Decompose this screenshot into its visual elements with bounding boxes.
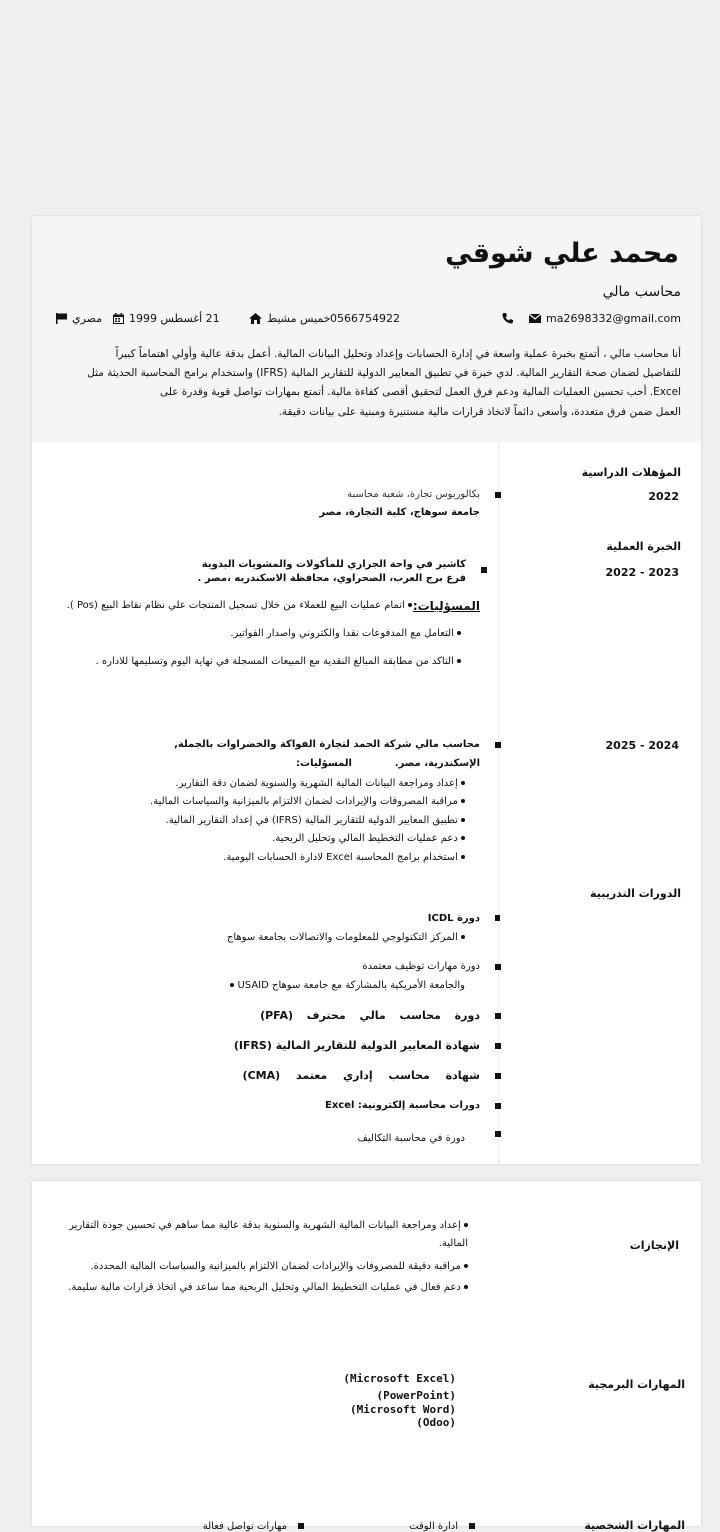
nationality-text: مصري: [72, 312, 103, 325]
course-title: دورة مهارات توظيف معتمدة: [362, 961, 480, 972]
bullet-dot: [457, 659, 461, 663]
course-sub-text: USAID والجامعة الأمريكية بالمشاركة مع جامعة سوهاج: [237, 980, 465, 991]
envelope-icon: [529, 314, 541, 323]
job1-resp-item: [96, 656, 461, 667]
email-text: ma2698332@gmail.com: [546, 312, 681, 325]
bullet-dot: [461, 799, 465, 803]
achievement-text: دعم فعال في عمليات التخطيط المالي وتحليل الربحية مما ساعد في اتخاذ قرارات مالية سليمة.: [68, 1282, 461, 1293]
course-title: شهادة محاسب إداري معتمد (CMA): [242, 1069, 480, 1082]
phone-contact[interactable]: [502, 312, 514, 324]
full-name: محمد علي شوقي: [445, 238, 679, 269]
software-skill: (Microsoft Excel): [343, 1372, 456, 1385]
course-title: شهادة المعايير الدولية للتقارير المالية (IFRS): [233, 1039, 480, 1052]
achievement-text: إعداد ومراجعة البيانات المالية الشهرية والسنوية بدقة عالية مما ساهم في تحسين جودة التقارير المالية.: [69, 1220, 468, 1249]
software-skills-heading: المهارات البرمجية: [588, 1378, 685, 1391]
bullet-square: [481, 567, 487, 573]
birthdate-text: 21 أغسطس 1999: [129, 312, 220, 325]
education-heading: المؤهلات الدراسية: [581, 466, 681, 479]
resp-text: تطبيق المعايير الدولية للتقارير المالية (IFRS) في إعداد التقارير المالية.: [165, 815, 458, 826]
bullet-dot: [464, 1223, 468, 1227]
job2-title: محاسب مالي شركة الحمد لتجارة الفواكة والخضراوات بالجملة,: [174, 739, 480, 750]
resp-text: دعم عمليات التخطيط المالي وتحليل الربحية.: [272, 833, 458, 844]
job1-title: كاشير في واحة الجراري للمأكولات والمشويات البدوية: [201, 559, 466, 570]
address-contact: [249, 312, 330, 325]
bullet-dot: [408, 603, 412, 607]
home-icon: [249, 313, 262, 324]
course-title: دورة ICDL: [427, 913, 480, 924]
job1-resp-item: [230, 628, 461, 639]
bullet-dot: [461, 935, 465, 939]
summary-line: Excel. أحب تحسين العمليات المالية ودعم فرق العمل لتحقيق أقصى كفاءة مالية. أتمتع بمهارات تواصل قوية وقدرة على: [159, 386, 681, 399]
professional-summary: [66, 345, 681, 422]
achievement-item: [90, 1261, 468, 1272]
education-school: جامعة سوهاج، كلية التجارة، مصر: [319, 507, 480, 518]
course-sub: [227, 932, 465, 943]
bullet-square: [469, 1523, 475, 1529]
bullet-dot: [464, 1285, 468, 1289]
bullet-square: [298, 1523, 304, 1529]
course-title: دورات محاسبة إلكترونية: Excel: [325, 1100, 480, 1111]
bullet-square: [495, 492, 501, 498]
bullet-dot: [464, 1264, 468, 1268]
email-contact[interactable]: [529, 312, 681, 325]
bullet-square: [495, 1103, 501, 1109]
achievements-heading: الإنجازات: [629, 1239, 679, 1252]
bullet-square: [495, 1073, 501, 1079]
address-text: خميس مشيط: [267, 312, 331, 325]
phone-text: 0566754922: [330, 312, 400, 325]
software-skill: (Odoo): [416, 1416, 456, 1429]
resp-text: التعامل مع المدفوعات نقدا والكتروني واصدار الفواتير.: [230, 628, 454, 639]
personal-skills-heading: المهارات الشخصية: [584, 1519, 685, 1532]
birthdate-contact: [113, 312, 220, 325]
personal-skill: مهارات تواصل فعالة: [202, 1521, 287, 1532]
bullet-square: [495, 1013, 501, 1019]
calendar-icon: [113, 313, 124, 324]
flag-icon: [56, 313, 67, 324]
course-title: دورة محاسب مالي محترف (PFA): [260, 1009, 480, 1022]
job2-resp-item: [166, 815, 465, 826]
bullet-square: [495, 915, 500, 921]
job1-years: 2022 - 2023: [605, 566, 679, 579]
summary-line: أنا محاسب مالي ، أتمتع بخبرة عملية واسعة في إدارة الحسابات وإعداد وتحليل البيانات المالية. أعمل بدقة عالية وأولي اهتماماً كبيراً: [115, 348, 681, 360]
job1-location: فرع برج العرب، الصحراوي، محافظة الاسكندريه ،مصر .: [197, 573, 466, 584]
resp-text: التاكد من مطابقة المبالغ النقدية مع المبيعات المسجلة في نهاية اليوم وتسليمها للاداره .: [95, 656, 454, 667]
personal-skill: ادارة الوقت: [409, 1521, 458, 1532]
job2-resp-item: [150, 796, 465, 807]
resp-text: مراقبة المصروفات والإيرادات لضمان الالتزام بالميزانية والسياسات المالية.: [150, 796, 458, 807]
software-skills-list: [343, 1370, 456, 1430]
resp-text: اتمام عمليات البيع للعملاء من خلال تسجيل المنتجات علي نظام نقاط البيع (Pos ).: [66, 600, 405, 611]
bullet-square: [495, 742, 501, 748]
bullet-dot: [461, 855, 465, 859]
course-title: دورة في محاسبة التكاليف: [357, 1133, 465, 1144]
nationality-contact: [56, 312, 102, 325]
job2-resp-item: [223, 852, 465, 863]
job2-resp-item: [272, 833, 465, 844]
column-divider: [498, 442, 499, 1164]
education-year: 2022: [648, 490, 679, 503]
bullet-dot: [461, 836, 465, 840]
job2-resp-item: [175, 778, 465, 789]
resume-page-2: [32, 1181, 701, 1532]
bullet-square: [495, 1131, 501, 1137]
bullet-dot: [457, 631, 461, 635]
job1-responsibilities-label: المسؤليات:: [412, 599, 480, 613]
bullet-square: [495, 964, 501, 970]
education-degree: بكالوريوس تجارة، شعبة محاسبة: [347, 489, 480, 500]
achievement-item: [58, 1217, 468, 1253]
job-title: محاسب مالي: [602, 284, 681, 300]
bullet-square: [495, 1043, 501, 1049]
course-sub-text: المركز التكنولوجي للمعلومات والاتصالات بجامعة سوهاج: [226, 932, 458, 943]
experience-heading: الخبرة العملية: [606, 540, 681, 553]
achievement-text: مراقبة دقيقة للمصروفات والإيرادات لضمان الالتزام بالميزانية والسياسات المالية المحددة.: [90, 1261, 461, 1272]
phone-number: [330, 312, 400, 325]
bullet-dot: [461, 781, 465, 785]
summary-line: للتفاصيل لضمان صحة التقارير المالية. لدي خبرة في تطبيق المعايير الدولية للتقارير المالية (IFRS) واستخدام برامج المحاسبة الحديثة مثل: [87, 367, 681, 380]
phone-icon: [502, 312, 514, 324]
software-skill: (PowerPoint): [376, 1389, 456, 1402]
job1-resp-item: [67, 600, 412, 611]
resume-page-1: [32, 216, 701, 1164]
resp-text: إعداد ومراجعة البيانات المالية الشهرية والسنوية لضمان دقة التقارير.: [175, 778, 458, 789]
bullet-dot: [461, 818, 465, 822]
software-skill: (Microsoft Word): [350, 1403, 456, 1416]
summary-line: العمل ضمن فرق متعددة، وأسعى دائماً لاتخاذ قرارات مالية مستنيرة ومبنية على بيانات دقيقة.: [278, 405, 681, 418]
job2-responsibilities-label: المسؤليات:: [296, 758, 352, 769]
resp-text: استخدام برامج المحاسبة Excel لادارة الحسابات اليومية.: [223, 852, 458, 863]
job2-location: الإسكندرية، مصر.: [394, 758, 480, 769]
achievement-item: [58, 1279, 468, 1297]
course-sub: [230, 980, 465, 991]
job2-years: 2025 - 2024: [605, 739, 679, 752]
bullet-dot: [230, 983, 234, 987]
courses-heading: الدورات التدريبية: [590, 887, 681, 900]
